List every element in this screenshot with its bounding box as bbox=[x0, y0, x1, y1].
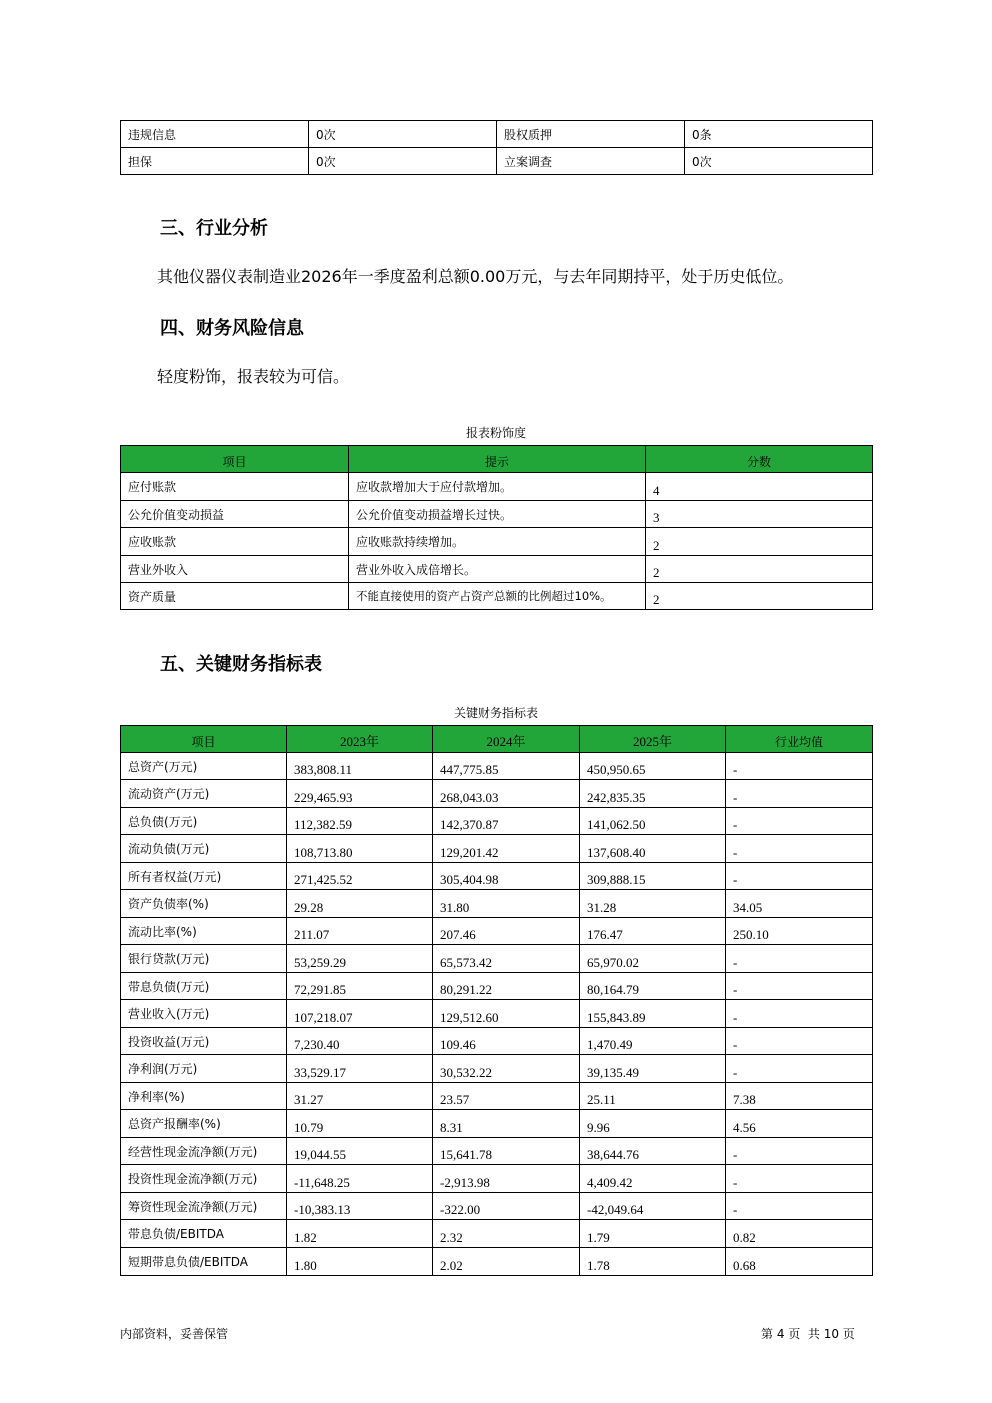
table-cell: 155,843.89 bbox=[580, 1000, 726, 1028]
table-cell: 立案调查 bbox=[497, 148, 685, 175]
table-cell: 137,608.40 bbox=[580, 835, 726, 863]
table-cell: 383,808.11 bbox=[287, 753, 433, 780]
table-cell: 207.46 bbox=[433, 918, 580, 945]
table-cell: -42,049.64 bbox=[580, 1193, 726, 1220]
table-row bbox=[121, 890, 873, 918]
table-cell: 450,950.65 bbox=[580, 753, 726, 780]
footer-confidential: 内部资料，妥善保管 bbox=[120, 1327, 229, 1341]
fin-table-caption: 关键财务指标表 bbox=[453, 706, 538, 720]
table-cell: 0次 bbox=[685, 148, 873, 175]
risk-table bbox=[120, 445, 873, 610]
table-cell: 1.80 bbox=[287, 1248, 433, 1276]
table-cell: 31.80 bbox=[433, 890, 580, 918]
table-cell: 投资收益(万元) bbox=[121, 1028, 287, 1055]
table-cell: 公允价值变动损益 bbox=[121, 501, 349, 528]
table-row bbox=[121, 973, 873, 1000]
table-cell: 129,201.42 bbox=[433, 835, 580, 863]
table-row bbox=[121, 1193, 873, 1220]
table-cell: 31.27 bbox=[287, 1083, 433, 1110]
table-cell: 7.38 bbox=[726, 1083, 873, 1110]
table-cell: 19,044.55 bbox=[287, 1138, 433, 1165]
table-cell: 短期带息负债/EBITDA bbox=[121, 1248, 287, 1276]
table-row bbox=[121, 945, 873, 973]
table-cell: 80,291.22 bbox=[433, 973, 580, 1000]
table-row bbox=[121, 148, 873, 175]
table-cell: 2 bbox=[646, 583, 873, 610]
section3-heading: 三、行业分析 bbox=[160, 218, 268, 239]
table-cell: 营业外收入成倍增长。 bbox=[349, 556, 646, 583]
table-cell: 违规信息 bbox=[121, 121, 309, 148]
table-cell: 25.11 bbox=[580, 1083, 726, 1110]
table-cell: 447,775.85 bbox=[433, 753, 580, 780]
table-cell: 53,259.29 bbox=[287, 945, 433, 973]
table-cell: - bbox=[726, 945, 873, 973]
table-cell: 应收账款持续增加。 bbox=[349, 528, 646, 556]
table-cell: - bbox=[726, 835, 873, 863]
table-row bbox=[121, 1055, 873, 1083]
table-cell: 带息负债/EBITDA bbox=[121, 1220, 287, 1248]
table-cell: 应收款增加大于应付款增加。 bbox=[349, 473, 646, 501]
table-row bbox=[121, 1028, 873, 1055]
table-cell: 250.10 bbox=[726, 918, 873, 945]
table-cell: -322.00 bbox=[433, 1193, 580, 1220]
table-cell: - bbox=[726, 863, 873, 890]
column-header: 行业均值 bbox=[726, 726, 873, 753]
table-cell: 10.79 bbox=[287, 1110, 433, 1138]
table-cell: - bbox=[726, 1055, 873, 1083]
table-cell: 309,888.15 bbox=[580, 863, 726, 890]
table-row bbox=[121, 121, 873, 148]
table-header-row bbox=[121, 446, 873, 473]
table-cell: 银行贷款(万元) bbox=[121, 945, 287, 973]
table-cell: 4 bbox=[646, 473, 873, 501]
table-cell: 9.96 bbox=[580, 1110, 726, 1138]
table-cell: 176.47 bbox=[580, 918, 726, 945]
table-row bbox=[121, 1220, 873, 1248]
table-cell: 营业收入(万元) bbox=[121, 1000, 287, 1028]
table-cell: 4.56 bbox=[726, 1110, 873, 1138]
column-header: 2025年 bbox=[580, 726, 726, 753]
table-cell: 242,835.35 bbox=[580, 780, 726, 808]
table-cell: 0.82 bbox=[726, 1220, 873, 1248]
table-cell: - bbox=[726, 973, 873, 1000]
risk-table-caption: 报表粉饰度 bbox=[465, 426, 526, 440]
table-row bbox=[121, 863, 873, 890]
table-cell: 0次 bbox=[309, 121, 497, 148]
table-cell: 营业外收入 bbox=[121, 556, 349, 583]
table-cell: 39,135.49 bbox=[580, 1055, 726, 1083]
table-cell: 65,573.42 bbox=[433, 945, 580, 973]
table-cell: 7,230.40 bbox=[287, 1028, 433, 1055]
table-cell: 268,043.03 bbox=[433, 780, 580, 808]
table-cell: - bbox=[726, 1000, 873, 1028]
table-cell: 15,641.78 bbox=[433, 1138, 580, 1165]
column-header: 2024年 bbox=[433, 726, 580, 753]
table-cell: 31.28 bbox=[580, 890, 726, 918]
table-row bbox=[121, 808, 873, 835]
table-row bbox=[121, 1110, 873, 1138]
table-cell: 34.05 bbox=[726, 890, 873, 918]
table-cell: - bbox=[726, 808, 873, 835]
table-header-row bbox=[121, 726, 873, 753]
table-cell: -2,913.98 bbox=[433, 1165, 580, 1193]
table-cell: 305,404.98 bbox=[433, 863, 580, 890]
footer-page-number: 第 4 页 共 10 页 bbox=[761, 1327, 855, 1341]
table-cell: 总负债(万元) bbox=[121, 808, 287, 835]
fin-table bbox=[120, 725, 873, 1276]
table-row bbox=[121, 501, 873, 528]
table-cell: 投资性现金流净额(万元) bbox=[121, 1165, 287, 1193]
table-cell: 总资产报酬率(%) bbox=[121, 1110, 287, 1138]
table-cell: 经营性现金流净额(万元) bbox=[121, 1138, 287, 1165]
table-cell: 2.02 bbox=[433, 1248, 580, 1276]
table-row bbox=[121, 473, 873, 501]
table-cell: 142,370.87 bbox=[433, 808, 580, 835]
table-cell: 72,291.85 bbox=[287, 973, 433, 1000]
table-row bbox=[121, 583, 873, 610]
table-cell: 流动资产(万元) bbox=[121, 780, 287, 808]
table-cell: 0.68 bbox=[726, 1248, 873, 1276]
table-cell: 净利率(%) bbox=[121, 1083, 287, 1110]
table-cell: 108,713.80 bbox=[287, 835, 433, 863]
table-row bbox=[121, 528, 873, 556]
table-row bbox=[121, 753, 873, 780]
table-cell: 33,529.17 bbox=[287, 1055, 433, 1083]
table-row bbox=[121, 1083, 873, 1110]
table-row bbox=[121, 918, 873, 945]
table-cell: 1.78 bbox=[580, 1248, 726, 1276]
table-cell: 不能直接使用的资产占资产总额的比例超过10%。 bbox=[349, 583, 646, 610]
table-cell: - bbox=[726, 780, 873, 808]
column-header: 提示 bbox=[349, 446, 646, 473]
table-cell: - bbox=[726, 1193, 873, 1220]
table-row bbox=[121, 1138, 873, 1165]
table-cell: 0次 bbox=[309, 148, 497, 175]
table-cell: 2 bbox=[646, 528, 873, 556]
table-cell: 23.57 bbox=[433, 1083, 580, 1110]
table-cell: 总资产(万元) bbox=[121, 753, 287, 780]
table-cell: - bbox=[726, 1028, 873, 1055]
table-cell: -11,648.25 bbox=[287, 1165, 433, 1193]
table-row bbox=[121, 780, 873, 808]
table-cell: - bbox=[726, 1165, 873, 1193]
column-header: 2023年 bbox=[287, 726, 433, 753]
table-cell: 65,970.02 bbox=[580, 945, 726, 973]
table-cell: 资产负债率(%) bbox=[121, 890, 287, 918]
table-cell: 筹资性现金流净额(万元) bbox=[121, 1193, 287, 1220]
table-row bbox=[121, 835, 873, 863]
table-cell: 8.31 bbox=[433, 1110, 580, 1138]
section5-heading: 五、关键财务指标表 bbox=[160, 654, 322, 675]
table-cell: 股权质押 bbox=[497, 121, 685, 148]
table-cell: 应收账款 bbox=[121, 528, 349, 556]
table-cell: - bbox=[726, 1138, 873, 1165]
table-cell: 271,425.52 bbox=[287, 863, 433, 890]
table-cell: 129,512.60 bbox=[433, 1000, 580, 1028]
table-cell: 109.46 bbox=[433, 1028, 580, 1055]
table-cell: - bbox=[726, 753, 873, 780]
table-cell: 1.79 bbox=[580, 1220, 726, 1248]
table-cell: 净利润(万元) bbox=[121, 1055, 287, 1083]
table-cell: 0条 bbox=[685, 121, 873, 148]
table-cell: 带息负债(万元) bbox=[121, 973, 287, 1000]
table-cell: 107,218.07 bbox=[287, 1000, 433, 1028]
table-cell: 担保 bbox=[121, 148, 309, 175]
top-info-table bbox=[120, 120, 873, 175]
table-cell: 1,470.49 bbox=[580, 1028, 726, 1055]
table-row bbox=[121, 1248, 873, 1276]
column-header: 项目 bbox=[121, 446, 349, 473]
table-row bbox=[121, 1000, 873, 1028]
table-cell: 资产质量 bbox=[121, 583, 349, 610]
table-cell: 38,644.76 bbox=[580, 1138, 726, 1165]
table-row bbox=[121, 1165, 873, 1193]
table-cell: 4,409.42 bbox=[580, 1165, 726, 1193]
table-cell: 2 bbox=[646, 556, 873, 583]
fin-table-body bbox=[121, 753, 873, 1276]
section3-paragraph: 其他仪器仪表制造业2026年一季度盈利总额0.00万元，与去年同期持平，处于历史低位。 bbox=[157, 267, 794, 286]
column-header: 分数 bbox=[646, 446, 873, 473]
table-cell: 公允价值变动损益增长过快。 bbox=[349, 501, 646, 528]
table-cell: 229,465.93 bbox=[287, 780, 433, 808]
table-cell: 所有者权益(万元) bbox=[121, 863, 287, 890]
table-cell: 29.28 bbox=[287, 890, 433, 918]
table-cell: 2.32 bbox=[433, 1220, 580, 1248]
table-cell: 应付账款 bbox=[121, 473, 349, 501]
table-cell: 141,062.50 bbox=[580, 808, 726, 835]
section4-heading: 四、财务风险信息 bbox=[160, 318, 304, 339]
table-cell: 80,164.79 bbox=[580, 973, 726, 1000]
column-header: 项目 bbox=[121, 726, 287, 753]
table-cell: 211.07 bbox=[287, 918, 433, 945]
table-cell: 流动负债(万元) bbox=[121, 835, 287, 863]
table-cell: 3 bbox=[646, 501, 873, 528]
table-cell: 112,382.59 bbox=[287, 808, 433, 835]
table-cell: -10,383.13 bbox=[287, 1193, 433, 1220]
table-cell: 流动比率(%) bbox=[121, 918, 287, 945]
table-row bbox=[121, 556, 873, 583]
section4-paragraph: 轻度粉饰，报表较为可信。 bbox=[157, 367, 350, 386]
table-cell: 1.82 bbox=[287, 1220, 433, 1248]
table-cell: 30,532.22 bbox=[433, 1055, 580, 1083]
